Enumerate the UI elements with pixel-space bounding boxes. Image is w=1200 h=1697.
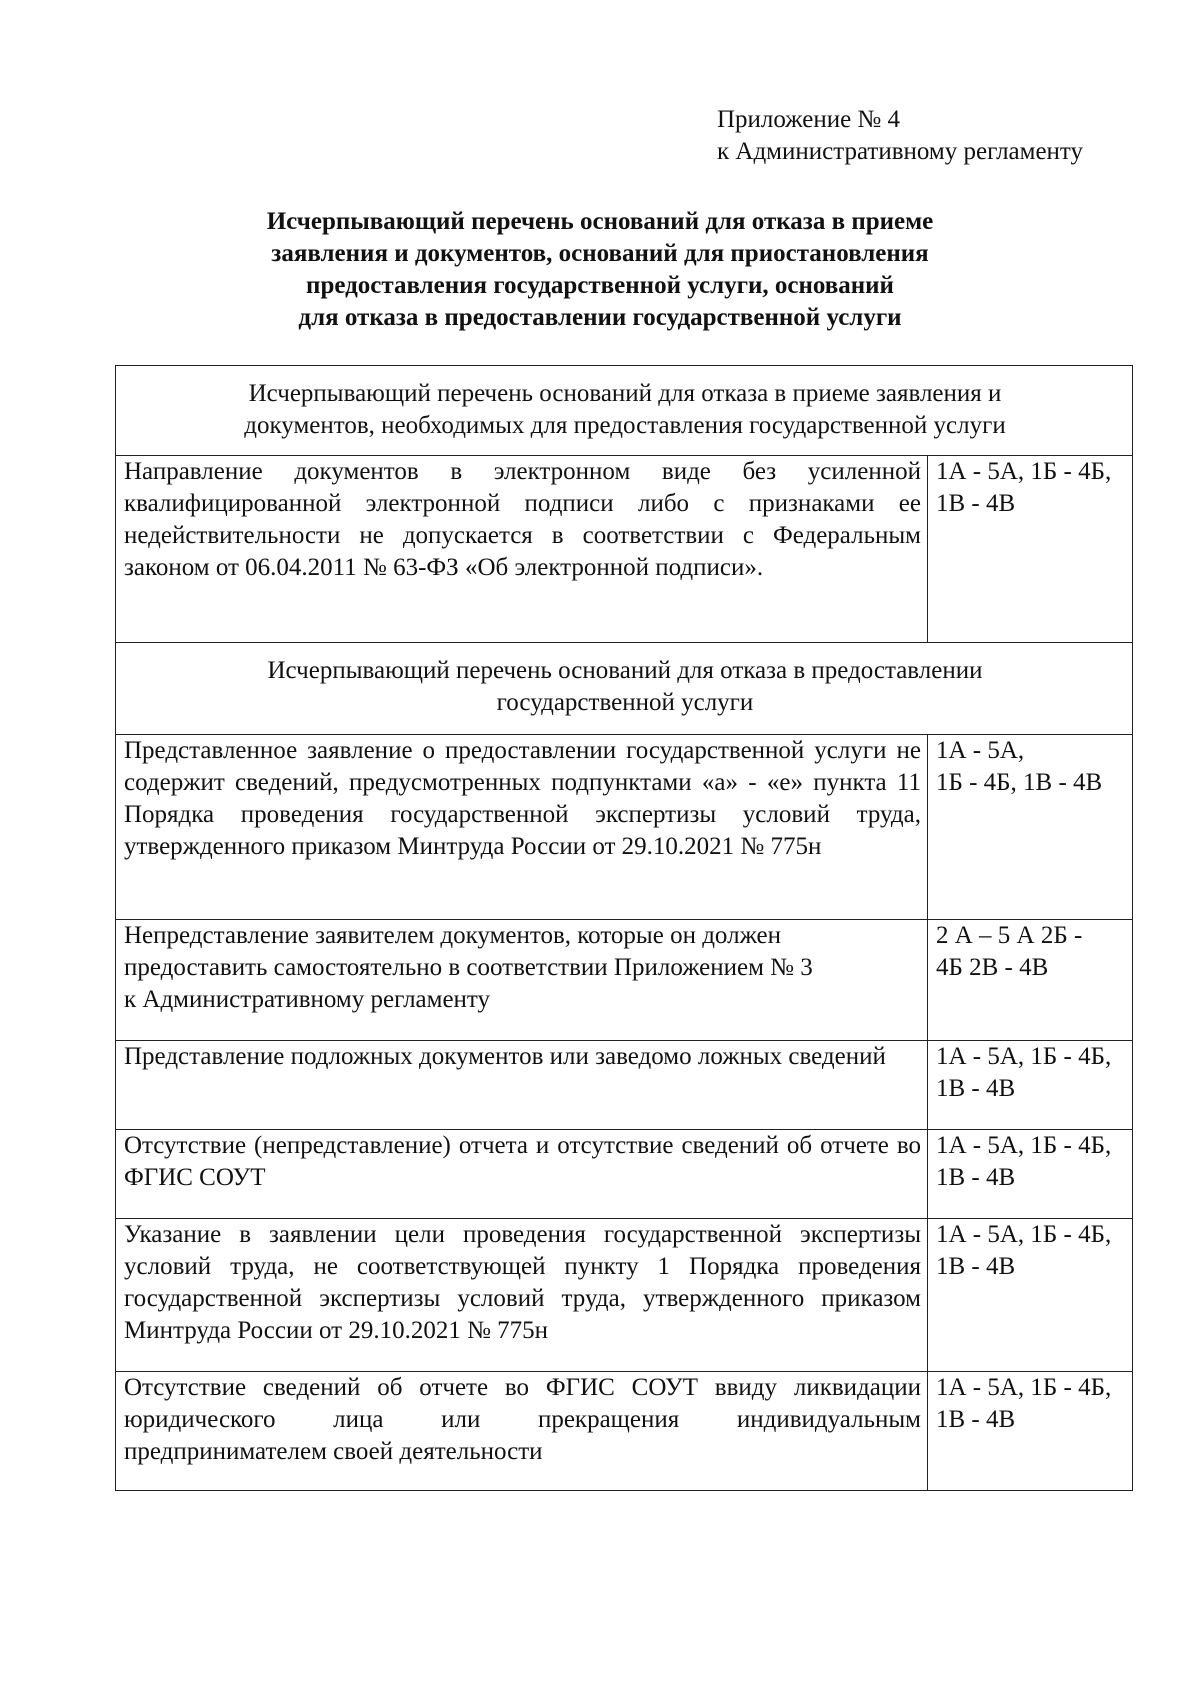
section-header-refusal-service [116, 643, 1133, 735]
scope-cell: 1А - 5А, 1Б - 4Б, 1В - 4В [928, 456, 1133, 643]
annex-regulation: к Административному регламенту [717, 138, 1084, 165]
title-line-4: для отказа в предоставлении государственной услуги [298, 304, 902, 331]
scope-cell: 1А - 5А, 1Б - 4Б, 1В - 4В [928, 1219, 1133, 1372]
table-row [116, 920, 1133, 1041]
section-header-refusal-acceptance [116, 366, 1133, 456]
scope-cell: 1А - 5А, 1Б - 4Б, 1В - 4В [928, 1041, 1133, 1130]
scope-cell [928, 920, 1133, 1041]
scope-cell [928, 735, 1133, 920]
section-header-line: Исчерпывающий перечень оснований для отказа в приеме заявления и [248, 380, 1002, 407]
reason-cell: Представление подложных документов или заведомо ложных сведений [116, 1041, 928, 1130]
annex-number: Приложение № 4 [717, 106, 901, 133]
reason-cell: Представленное заявление о предоставлении государственной услуги не содержит сведений, предусмотренных подпунктами «а» - «е» пункта 11 Порядка проведения государственной экспертизы условий труда, утвержденного приказом Минтруда России от 29.10.2021 № 775н [116, 735, 928, 920]
title-line-1: Исчерпывающий перечень оснований для отказа в приеме [266, 208, 934, 235]
section-header-line: Исчерпывающий перечень оснований для отказа в предоставлении [267, 657, 983, 684]
table-row [116, 735, 1133, 920]
document-title [150, 206, 1050, 334]
annex-reference [717, 104, 1083, 168]
reason-line: Непредставление заявителем документов, которые он должен [124, 922, 781, 949]
title-line-3: предоставления государственной услуги, оснований [306, 272, 894, 299]
section-header-line: государственной услуги [496, 689, 754, 716]
grounds-table [115, 365, 1133, 1491]
scope-line: 4Б 2В - 4В [936, 954, 1049, 981]
table-row [116, 1130, 1133, 1219]
title-line-2: заявления и документов, оснований для приостановления [271, 240, 929, 267]
table-row [116, 1041, 1133, 1130]
scope-line: 2 А – 5 А 2Б - [936, 922, 1083, 949]
reason-line: предоставить самостоятельно в соответствии Приложением № 3 [124, 954, 813, 981]
reason-cell [116, 920, 928, 1041]
scope-cell: 1А - 5А, 1Б - 4Б, 1В - 4В [928, 1372, 1133, 1491]
scope-cell: 1А - 5А, 1Б - 4Б, 1В - 4В [928, 1130, 1133, 1219]
section-header-line: документов, необходимых для предоставления государственной услуги [244, 412, 1006, 439]
reason-cell: Отсутствие сведений об отчете во ФГИС СОУТ ввиду ликвидации юридического лица или прекращения индивидуальным предпринимателем своей деятельности [116, 1372, 928, 1491]
table-row [116, 1372, 1133, 1491]
section-header-row [116, 366, 1133, 456]
table-row [116, 1219, 1133, 1372]
reason-cell: Отсутствие (непредставление) отчета и отсутствие сведений об отчете во ФГИС СОУТ [116, 1130, 928, 1219]
reason-cell: Указание в заявлении цели проведения государственной экспертизы условий труда, не соответствующей пункту 1 Порядка проведения государственной экспертизы условий труда, утвержденного приказом Минтруда России от 29.10.2021 № 775н [116, 1219, 928, 1372]
scope-line: 1А - 5А, [936, 737, 1025, 764]
section-header-row [116, 643, 1133, 735]
reason-line: к Административному регламенту [124, 986, 491, 1013]
table-row [116, 456, 1133, 643]
reason-cell: Направление документов в электронном виде без усиленной квалифицированной электронной подписи либо с признаками ее недействительности не допускается в соответствии с Федеральным законом от 06.04.2011 № 63-ФЗ «Об электронной подписи». [116, 456, 928, 643]
scope-line: 1Б - 4Б, 1В - 4В [936, 769, 1103, 796]
